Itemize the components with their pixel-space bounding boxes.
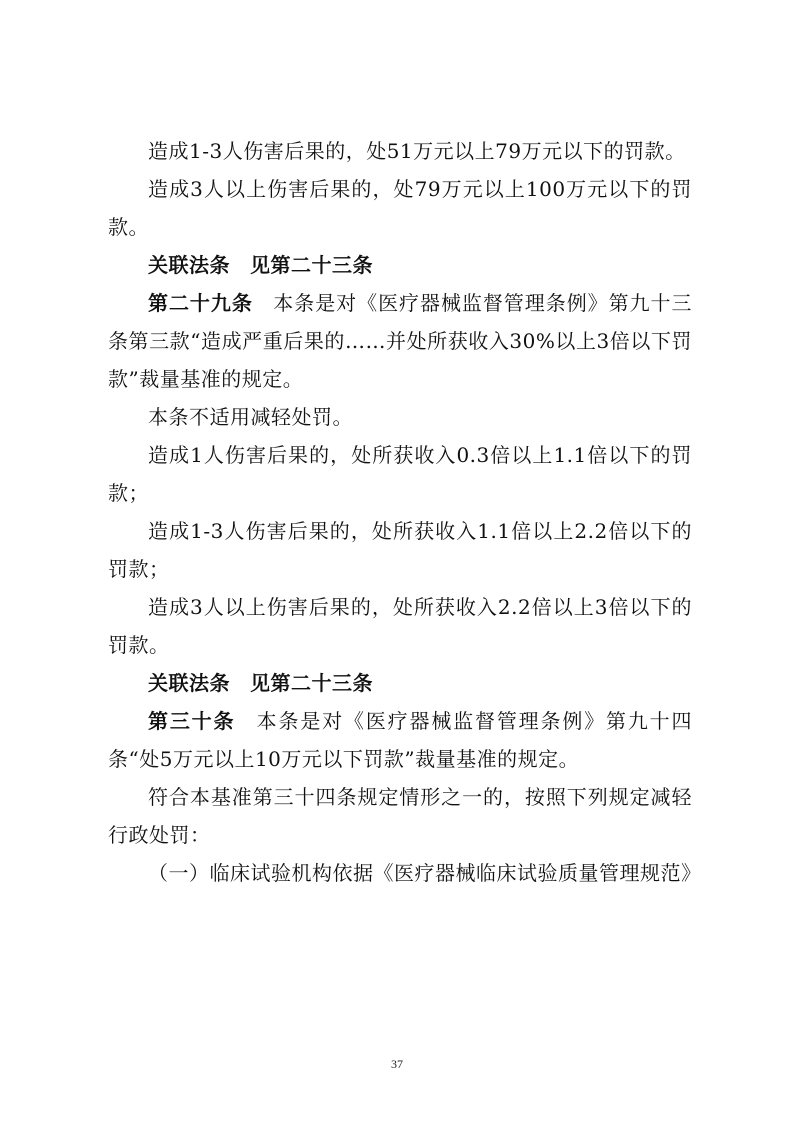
paragraph-reduction-conditions: 符合本基准第三十四条规定情形之一的，按照下列规定减轻行政处罚： xyxy=(108,785,692,847)
paragraph-article-30 xyxy=(108,702,692,778)
article-29-text: 本条是对《医疗器械监督管理条例》第九十三条第三款“造成严重后果的……并处所获收入30%以上3倍以下罚款”裁量基准的规定。 xyxy=(108,291,693,391)
related-article-ref-2: 见第二十三条 xyxy=(250,671,373,695)
paragraph-income-over-3-persons: 造成3人以上伤害后果的，处所获收入2.2倍以上3倍以下的罚款。 xyxy=(108,595,692,657)
paragraph-article-29 xyxy=(108,284,692,398)
paragraph-no-reduction: 本条不适用减轻处罚。 xyxy=(148,405,353,429)
paragraph-related-article-2 xyxy=(108,664,692,702)
document-body xyxy=(108,132,702,892)
related-article-label: 关联法条 xyxy=(148,253,230,277)
paragraph-related-article xyxy=(108,246,692,284)
paragraph-penalty-1-3-persons: 造成1-3人伤害后果的，处51万元以上79万元以下的罚款。 xyxy=(148,139,686,163)
article-29-heading: 第二十九条 xyxy=(148,291,253,315)
article-30-heading: 第三十条 xyxy=(148,709,236,733)
article-30-text: 本条是对《医疗器械监督管理条例》第九十四条“处5万元以上10万元以下罚款”裁量基准的规定。 xyxy=(108,709,693,771)
paragraph-item-1: （一）临床试验机构依据《医疗器械临床试验质量管理规范》 xyxy=(148,861,702,885)
paragraph-income-1-person: 造成1人伤害后果的，处所获收入0.3倍以上1.1倍以下的罚款； xyxy=(108,443,692,505)
related-article-ref: 见第二十三条 xyxy=(250,253,373,277)
page-number: 37 xyxy=(391,1057,403,1071)
paragraph-penalty-over-3-persons: 造成3人以上伤害后果的，处79万元以上100万元以下的罚款。 xyxy=(108,177,692,239)
related-article-label-2: 关联法条 xyxy=(148,671,230,695)
paragraph-income-1-3-persons: 造成1-3人伤害后果的，处所获收入1.1倍以上2.2倍以下的罚款； xyxy=(108,519,692,581)
